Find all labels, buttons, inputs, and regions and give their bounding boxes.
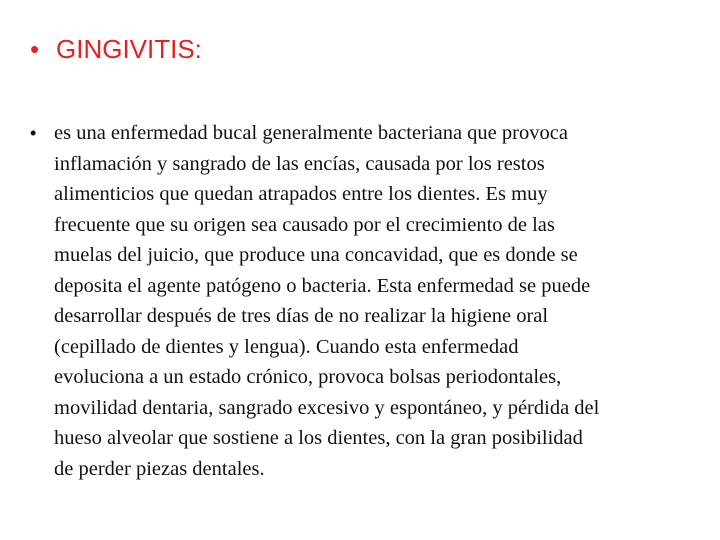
body-line: frecuente que su origen sea causado por el crecimiento de las [54, 213, 555, 236]
body-line: inflamación y sangrado de las encías, causada por los restos [54, 152, 545, 175]
body-row [30, 118, 700, 484]
body-line: (cepillado de dientes y lengua). Cuando esta enfermedad [54, 335, 519, 358]
body-line: de perder piezas dentales. [54, 457, 265, 480]
body-line: deposita el agente patógeno o bacteria. Esta enfermedad se puede [54, 274, 591, 297]
body-line: movilidad dentaria, sangrado excesivo y espontáneo, y pérdida del [54, 396, 600, 419]
title-row [30, 34, 202, 65]
body-line: evoluciona a un estado crónico, provoca bolsas periodontales, [54, 366, 562, 388]
body-line: hueso alveolar que sostiene a los dientes, con la gran posibilidad [54, 427, 583, 449]
title-bullet-icon: • [30, 34, 40, 64]
body-line: alimenticios que quedan atrapados entre los dientes. Es muy [54, 183, 548, 205]
body-line: muelas del juicio, que produce una concavidad, que es donde se [54, 244, 578, 266]
body-bullet-icon: • [30, 123, 37, 143]
slide-title: GINGIVITIS: [56, 34, 202, 64]
body-line: es una enfermedad bucal generalmente bacteriana que provoca [54, 122, 568, 144]
body-line: desarrollar después de tres días de no realizar la higiene oral [54, 305, 549, 327]
body-paragraph [54, 118, 700, 484]
